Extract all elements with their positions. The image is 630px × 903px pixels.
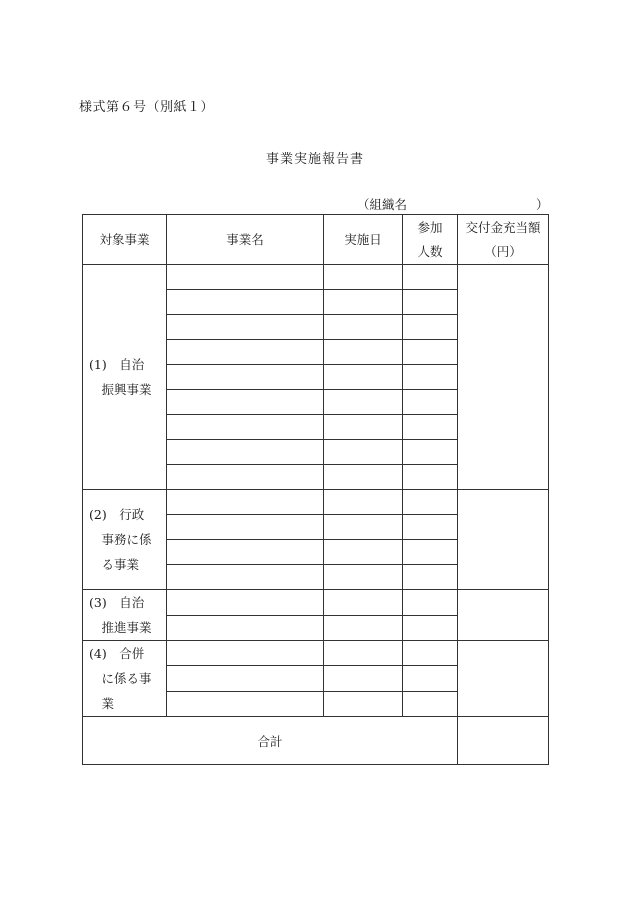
organization-label: （組織名	[357, 197, 408, 212]
category-label-line: (4) 合併	[89, 646, 145, 661]
participants-cell[interactable]	[403, 415, 458, 440]
participants-cell[interactable]	[403, 315, 458, 340]
date-cell[interactable]	[324, 666, 403, 691]
project-name-cell[interactable]	[167, 315, 324, 340]
category-cell	[83, 641, 167, 717]
date-cell[interactable]	[324, 315, 403, 340]
category-label-line: 業	[89, 696, 115, 711]
project-name-cell[interactable]	[167, 265, 324, 290]
date-cell[interactable]	[324, 390, 403, 415]
category-label-line: (3) 自治	[89, 595, 145, 610]
date-cell[interactable]	[324, 265, 403, 290]
participants-cell[interactable]	[403, 290, 458, 315]
category-cell	[83, 590, 167, 641]
header-participants-line1: 参加	[417, 219, 443, 235]
date-cell[interactable]	[324, 691, 403, 716]
header-amount-line1: 交付金充当額	[465, 219, 541, 235]
table-row	[83, 641, 549, 666]
amount-cell[interactable]	[458, 590, 549, 641]
participants-cell[interactable]	[403, 590, 458, 616]
project-name-cell[interactable]	[167, 465, 324, 490]
project-name-cell[interactable]	[167, 365, 324, 390]
participants-cell[interactable]	[403, 390, 458, 415]
date-cell[interactable]	[324, 565, 403, 590]
header-row	[83, 215, 549, 265]
participants-cell[interactable]	[403, 340, 458, 365]
amount-cell[interactable]	[458, 641, 549, 717]
header-participants-line2: 人数	[417, 243, 443, 259]
date-cell[interactable]	[324, 615, 403, 641]
date-cell[interactable]	[324, 490, 403, 515]
date-cell[interactable]	[324, 641, 403, 666]
project-name-cell[interactable]	[167, 515, 324, 540]
table-row	[83, 490, 549, 515]
project-name-cell[interactable]	[167, 390, 324, 415]
participants-cell[interactable]	[403, 490, 458, 515]
header-amount	[458, 215, 549, 265]
category-label-line: (2) 行政	[89, 507, 145, 522]
participants-cell[interactable]	[403, 615, 458, 641]
date-cell[interactable]	[324, 340, 403, 365]
header-amount-line2: （円）	[484, 243, 522, 259]
organization-close-paren: ）	[536, 197, 549, 212]
project-name-cell[interactable]	[167, 666, 324, 691]
total-amount-cell[interactable]	[458, 717, 549, 765]
header-date: 実施日	[324, 215, 403, 265]
project-name-cell[interactable]	[167, 641, 324, 666]
project-name-cell[interactable]	[167, 691, 324, 716]
document-title: 事業実施報告書	[265, 152, 364, 167]
project-name-cell[interactable]	[167, 590, 324, 616]
participants-cell[interactable]	[403, 440, 458, 465]
header-category: 対象事業	[83, 215, 167, 265]
category-label-line: 推進事業	[89, 620, 152, 635]
total-label: 合計	[83, 717, 458, 765]
participants-cell[interactable]	[403, 691, 458, 716]
project-name-cell[interactable]	[167, 490, 324, 515]
date-cell[interactable]	[324, 290, 403, 315]
project-name-cell[interactable]	[167, 290, 324, 315]
category-cell	[83, 265, 167, 490]
project-name-cell[interactable]	[167, 415, 324, 440]
report-table	[82, 214, 549, 765]
table-row	[83, 590, 549, 616]
date-cell[interactable]	[324, 515, 403, 540]
participants-cell[interactable]	[403, 641, 458, 666]
project-name-cell[interactable]	[167, 615, 324, 641]
category-cell	[83, 490, 167, 590]
total-row	[83, 717, 549, 765]
project-name-cell[interactable]	[167, 540, 324, 565]
category-label-line: に係る事	[89, 671, 152, 686]
category-label-line: 振興事業	[89, 382, 152, 397]
category-label-line: 事務に係	[89, 532, 152, 547]
participants-cell[interactable]	[403, 465, 458, 490]
table-row	[83, 265, 549, 290]
category-label-line: (1) 自治	[89, 357, 145, 372]
form-number: 様式第６号（別紙１）	[79, 100, 215, 115]
participants-cell[interactable]	[403, 365, 458, 390]
date-cell[interactable]	[324, 540, 403, 565]
date-cell[interactable]	[324, 590, 403, 616]
participants-cell[interactable]	[403, 540, 458, 565]
date-cell[interactable]	[324, 440, 403, 465]
participants-cell[interactable]	[403, 666, 458, 691]
header-project-name: 事業名	[167, 215, 324, 265]
project-name-cell[interactable]	[167, 440, 324, 465]
participants-cell[interactable]	[403, 515, 458, 540]
amount-cell[interactable]	[458, 265, 549, 490]
date-cell[interactable]	[324, 415, 403, 440]
participants-cell[interactable]	[403, 265, 458, 290]
project-name-cell[interactable]	[167, 340, 324, 365]
report-body	[83, 265, 549, 717]
header-participants	[403, 215, 458, 265]
date-cell[interactable]	[324, 365, 403, 390]
project-name-cell[interactable]	[167, 565, 324, 590]
amount-cell[interactable]	[458, 490, 549, 590]
category-label-line: る事業	[89, 557, 140, 572]
date-cell[interactable]	[324, 465, 403, 490]
participants-cell[interactable]	[403, 565, 458, 590]
